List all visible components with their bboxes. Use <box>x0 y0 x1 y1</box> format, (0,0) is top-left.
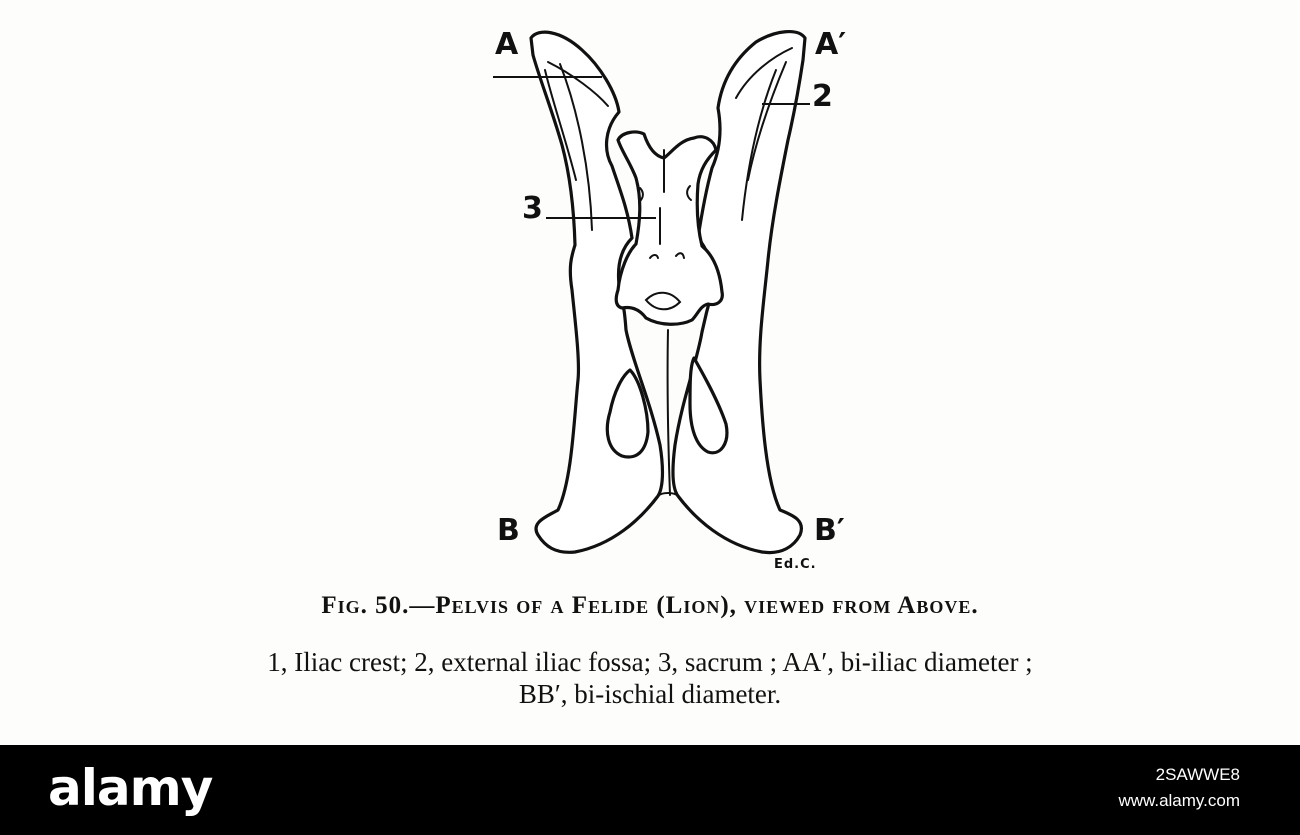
pubic-symphysis <box>668 330 670 495</box>
label-b-prime: B′ <box>814 513 845 548</box>
figure-caption-title: Fig. 50.—Pelvis of a Felide (Lion), viewed from Above. <box>321 592 979 619</box>
figure-caption-legend <box>60 646 1240 710</box>
label-2: 2 <box>812 79 833 114</box>
alamy-logo: alamy <box>48 759 213 817</box>
label-a-prime: A′ <box>815 27 847 62</box>
image-id: 2SAWWE8 <box>1155 765 1240 784</box>
artist-signature: Ed.C. <box>774 557 817 572</box>
label-a: A <box>495 27 519 62</box>
legend-line-2: BB′, bi-ischial diameter. <box>518 679 782 709</box>
pubic-symphysis-lower <box>658 493 678 496</box>
label-b: B <box>497 513 520 548</box>
label-3: 3 <box>522 191 543 226</box>
legend-line-1: 1, Iliac crest; 2, external iliac fossa; 3, sacrum ; AA′, bi-iliac diameter ; <box>267 647 1033 677</box>
site-url: www.alamy.com <box>1118 791 1240 810</box>
watermark-bar <box>0 745 1300 835</box>
